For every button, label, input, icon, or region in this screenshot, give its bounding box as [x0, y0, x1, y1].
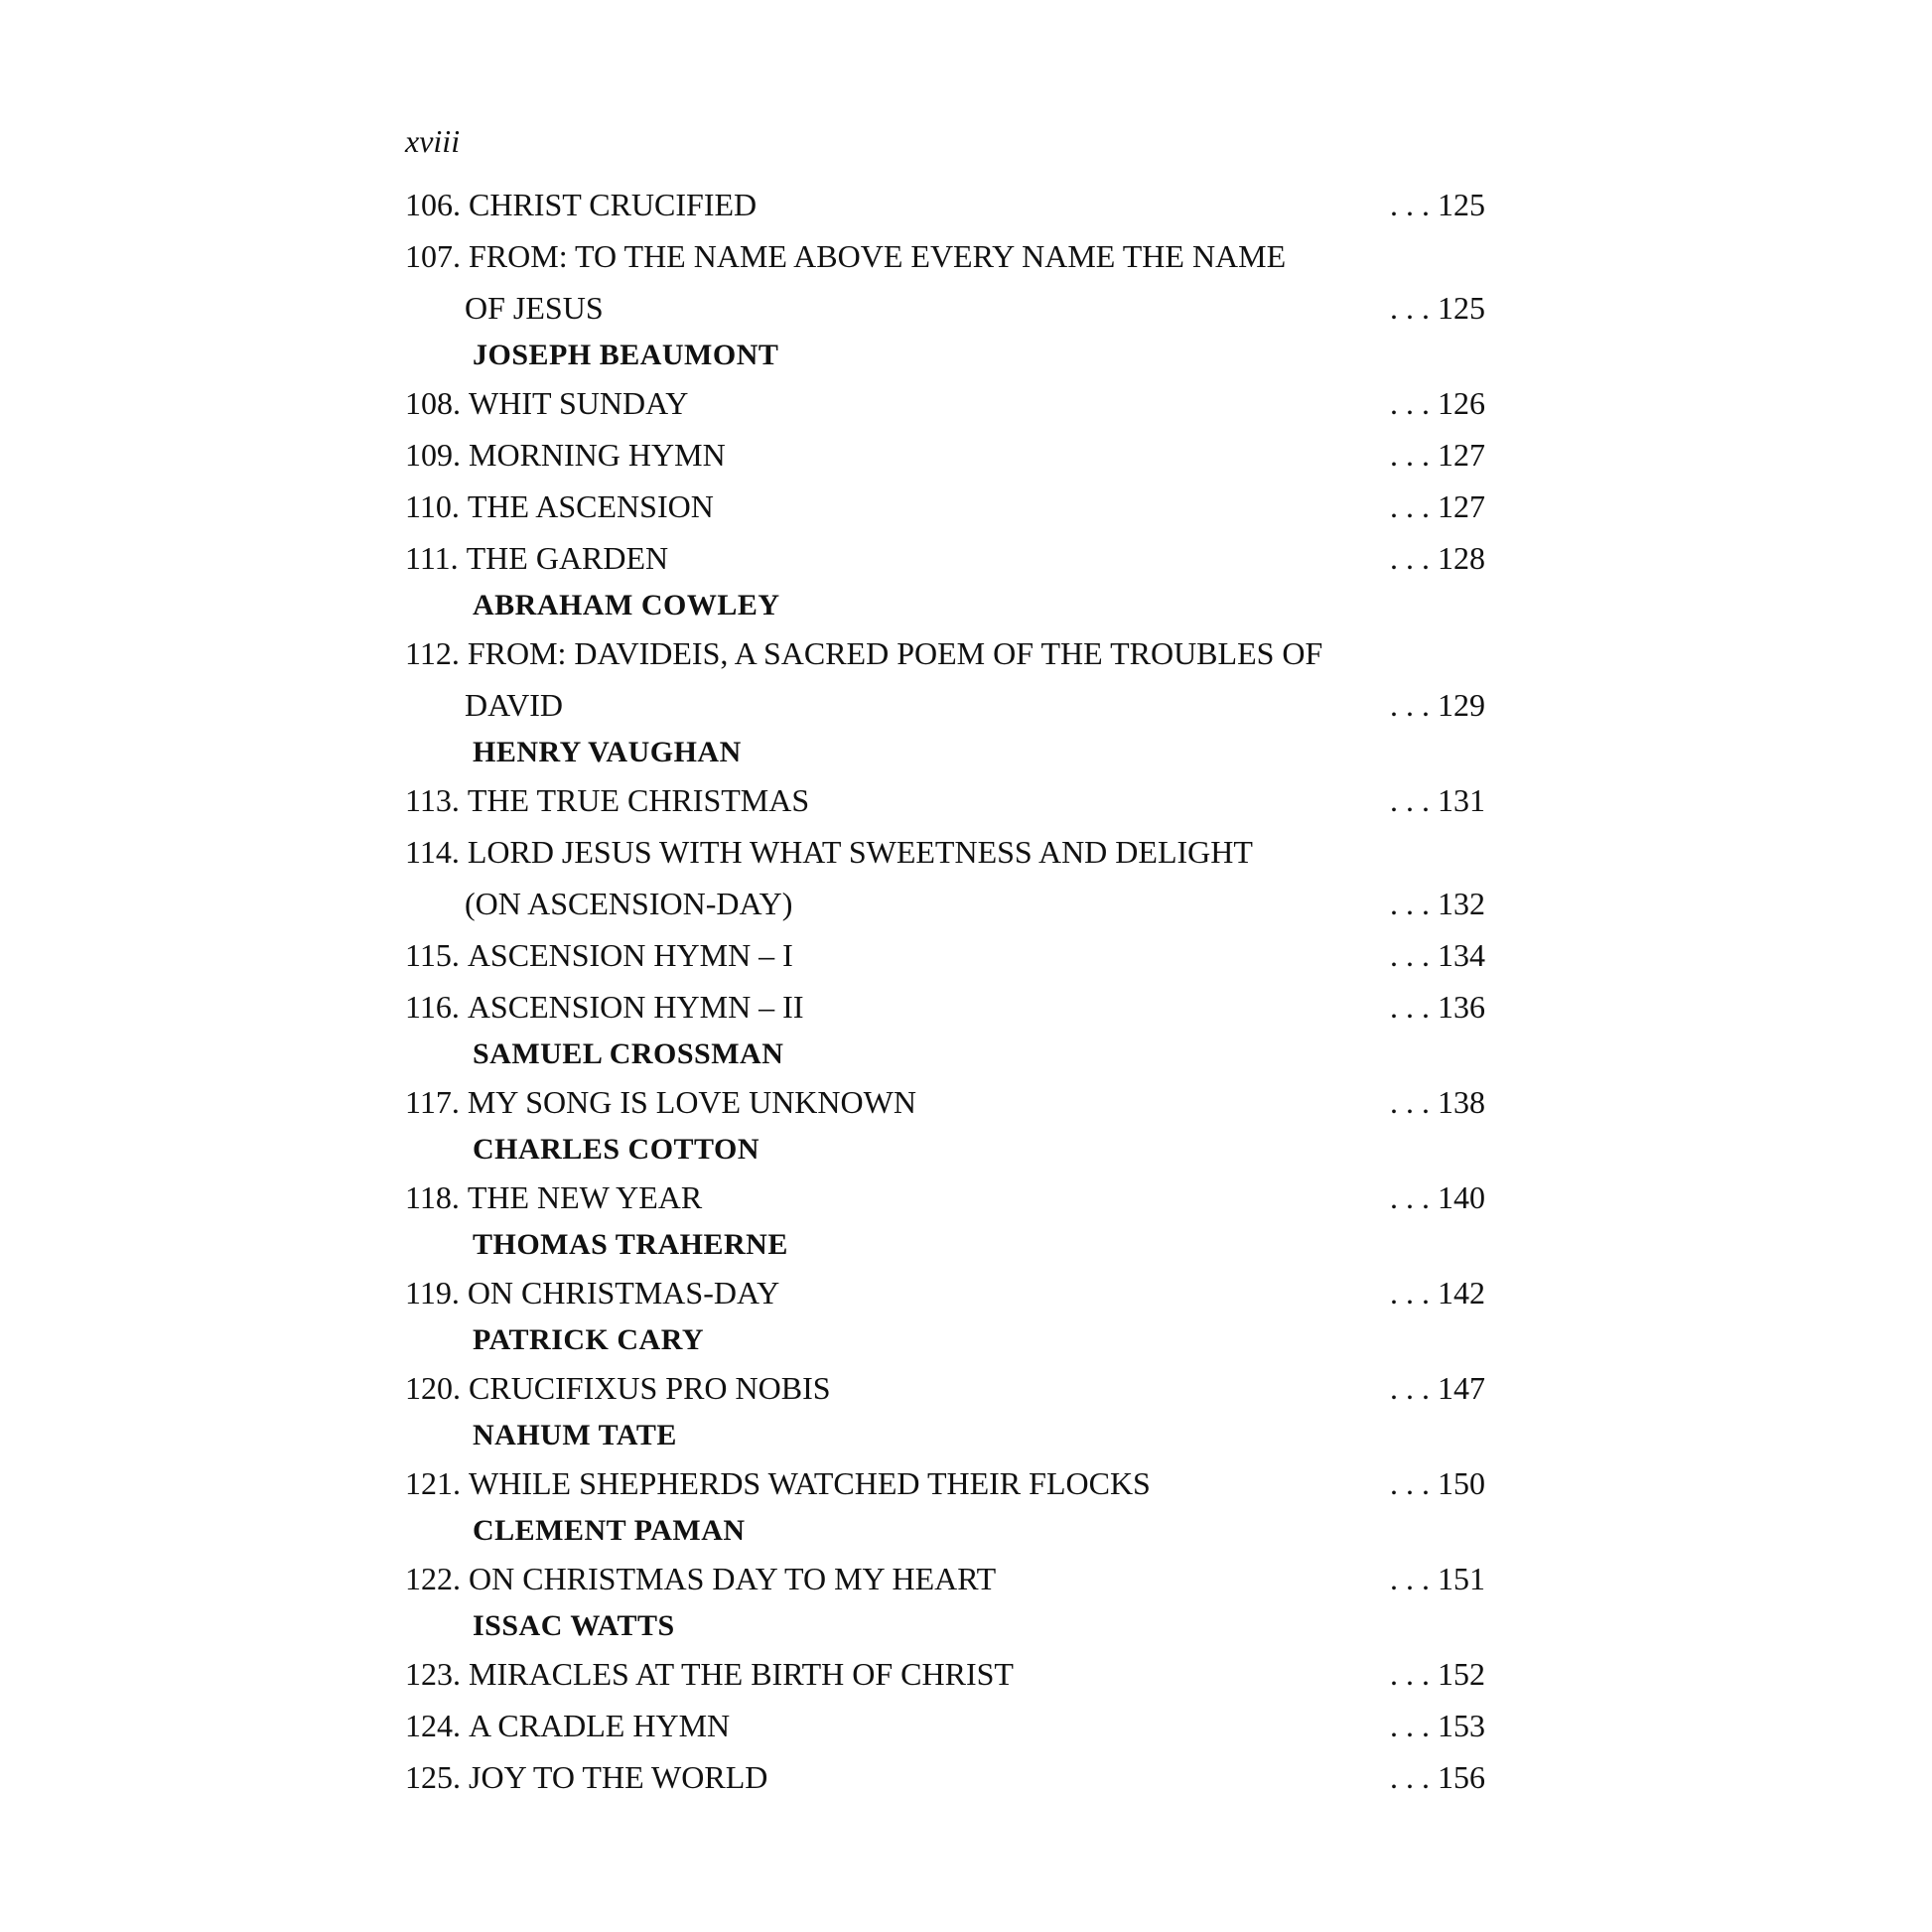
entry-title: THE NEW YEAR	[467, 1179, 703, 1215]
author-heading: JOSEPH BEAUMONT	[473, 339, 779, 371]
toc-entry	[405, 1648, 1485, 1700]
entry-title: THE ASCENSION	[467, 488, 714, 524]
entry-number: 117.	[405, 1084, 460, 1120]
entry-number: 115.	[405, 937, 460, 973]
entry-title: ASCENSION HYMN – II	[467, 989, 804, 1025]
toc-entry	[405, 1700, 1485, 1751]
toc-entry	[405, 929, 1485, 981]
entry-title: A CRADLE HYMN	[469, 1708, 731, 1743]
entry-number: 120.	[405, 1370, 461, 1406]
toc-entry	[405, 1362, 1485, 1414]
entry-page-ref: . . . 150	[1390, 1465, 1485, 1501]
entry-page-ref: . . . 131	[1390, 782, 1485, 818]
toc-entry	[405, 1172, 1485, 1223]
entry-title: OF JESUS	[465, 290, 604, 326]
toc-entry	[405, 627, 1485, 679]
toc-entry	[405, 429, 1485, 481]
author-heading: NAHUM TATE	[473, 1419, 677, 1451]
toc-entry	[405, 230, 1485, 282]
entry-title: ON CHRISTMAS-DAY	[467, 1275, 780, 1311]
toc-entry	[405, 481, 1485, 532]
toc-entry	[405, 1076, 1485, 1128]
entry-number: 109.	[405, 437, 461, 473]
entry-title: MIRACLES AT THE BIRTH OF CHRIST	[469, 1656, 1014, 1692]
entry-number: 111.	[405, 540, 459, 576]
entry-page-ref: . . . 138	[1390, 1084, 1485, 1120]
entry-number: 112.	[405, 635, 460, 671]
entry-page-ref: . . . 127	[1390, 437, 1485, 473]
toc-entry	[405, 282, 1485, 334]
toc-entry	[405, 774, 1485, 826]
toc-entry	[405, 1457, 1485, 1509]
entry-title: ON CHRISTMAS DAY TO MY HEART	[469, 1561, 997, 1596]
entry-title: ASCENSION HYMN – I	[467, 937, 793, 973]
entry-number: 123.	[405, 1656, 461, 1692]
entry-title: (ON ASCENSION-DAY)	[465, 886, 793, 921]
entry-title: WHIT SUNDAY	[469, 385, 689, 421]
toc-entry	[405, 179, 1485, 230]
entry-page-ref: . . . 128	[1390, 540, 1485, 576]
toc-entry	[405, 1267, 1485, 1318]
author-heading: SAMUEL CROSSMAN	[473, 1037, 784, 1070]
entry-title: CHRIST CRUCIFIED	[469, 187, 758, 222]
entry-number: 124.	[405, 1708, 461, 1743]
toc-entry	[405, 1553, 1485, 1604]
entry-number: 125.	[405, 1759, 461, 1795]
entry-page-ref: . . . 125	[1390, 187, 1485, 222]
entry-title: THE GARDEN	[466, 540, 669, 576]
entry-title: WHILE SHEPHERDS WATCHED THEIR FLOCKS	[469, 1465, 1151, 1501]
entry-page-ref: . . . 136	[1390, 989, 1485, 1025]
entry-page-ref: . . . 134	[1390, 937, 1485, 973]
entry-number: 118.	[405, 1179, 460, 1215]
toc-entry	[405, 878, 1485, 929]
entry-title: FROM: DAVIDEIS, A SACRED POEM OF THE TROUBLES OF	[467, 635, 1323, 671]
table-of-contents	[405, 179, 1485, 1803]
page-number: xviii	[405, 123, 461, 159]
entry-page-ref: . . . 153	[1390, 1708, 1485, 1743]
entry-page-ref: . . . 129	[1390, 687, 1485, 723]
author-heading: HENRY VAUGHAN	[473, 736, 742, 768]
entry-number: 119.	[405, 1275, 460, 1311]
entry-page-ref: . . . 142	[1390, 1275, 1485, 1311]
entry-title: THE TRUE CHRISTMAS	[467, 782, 810, 818]
entry-number: 107.	[405, 238, 461, 274]
entry-page-ref: . . . 147	[1390, 1370, 1485, 1406]
entry-page-ref: . . . 125	[1390, 290, 1485, 326]
entry-title: MY SONG IS LOVE UNKNOWN	[467, 1084, 916, 1120]
entry-page-ref: . . . 152	[1390, 1656, 1485, 1692]
entry-title: LORD JESUS WITH WHAT SWEETNESS AND DELIGHT	[467, 834, 1253, 870]
toc-entry	[405, 679, 1485, 731]
entry-number: 122.	[405, 1561, 461, 1596]
entry-number: 114.	[405, 834, 460, 870]
toc-entry	[405, 377, 1485, 429]
toc-entry	[405, 532, 1485, 584]
entry-page-ref: . . . 126	[1390, 385, 1485, 421]
author-heading: ABRAHAM COWLEY	[473, 589, 780, 621]
entry-number: 108.	[405, 385, 461, 421]
entry-page-ref: . . . 127	[1390, 488, 1485, 524]
entry-page-ref: . . . 140	[1390, 1179, 1485, 1215]
author-heading: CLEMENT PAMAN	[473, 1514, 746, 1547]
entry-title: DAVID	[465, 687, 563, 723]
author-heading: THOMAS TRAHERNE	[473, 1228, 788, 1261]
entry-number: 121.	[405, 1465, 461, 1501]
author-heading: PATRICK CARY	[473, 1323, 704, 1356]
entry-title: MORNING HYMN	[469, 437, 726, 473]
toc-entry	[405, 981, 1485, 1033]
entry-number: 113.	[405, 782, 460, 818]
toc-entry	[405, 826, 1485, 878]
toc-entry	[405, 1751, 1485, 1803]
entry-title: CRUCIFIXUS PRO NOBIS	[469, 1370, 831, 1406]
entry-title: JOY TO THE WORLD	[469, 1759, 768, 1795]
entry-page-ref: . . . 132	[1390, 886, 1485, 921]
entry-number: 110.	[405, 488, 460, 524]
author-heading: CHARLES COTTON	[473, 1133, 760, 1166]
author-heading: ISSAC WATTS	[473, 1609, 675, 1642]
entry-page-ref: . . . 156	[1390, 1759, 1485, 1795]
entry-title: FROM: TO THE NAME ABOVE EVERY NAME THE NAME	[469, 238, 1287, 274]
entry-page-ref: . . . 151	[1390, 1561, 1485, 1596]
entry-number: 116.	[405, 989, 460, 1025]
entry-number: 106.	[405, 187, 461, 222]
